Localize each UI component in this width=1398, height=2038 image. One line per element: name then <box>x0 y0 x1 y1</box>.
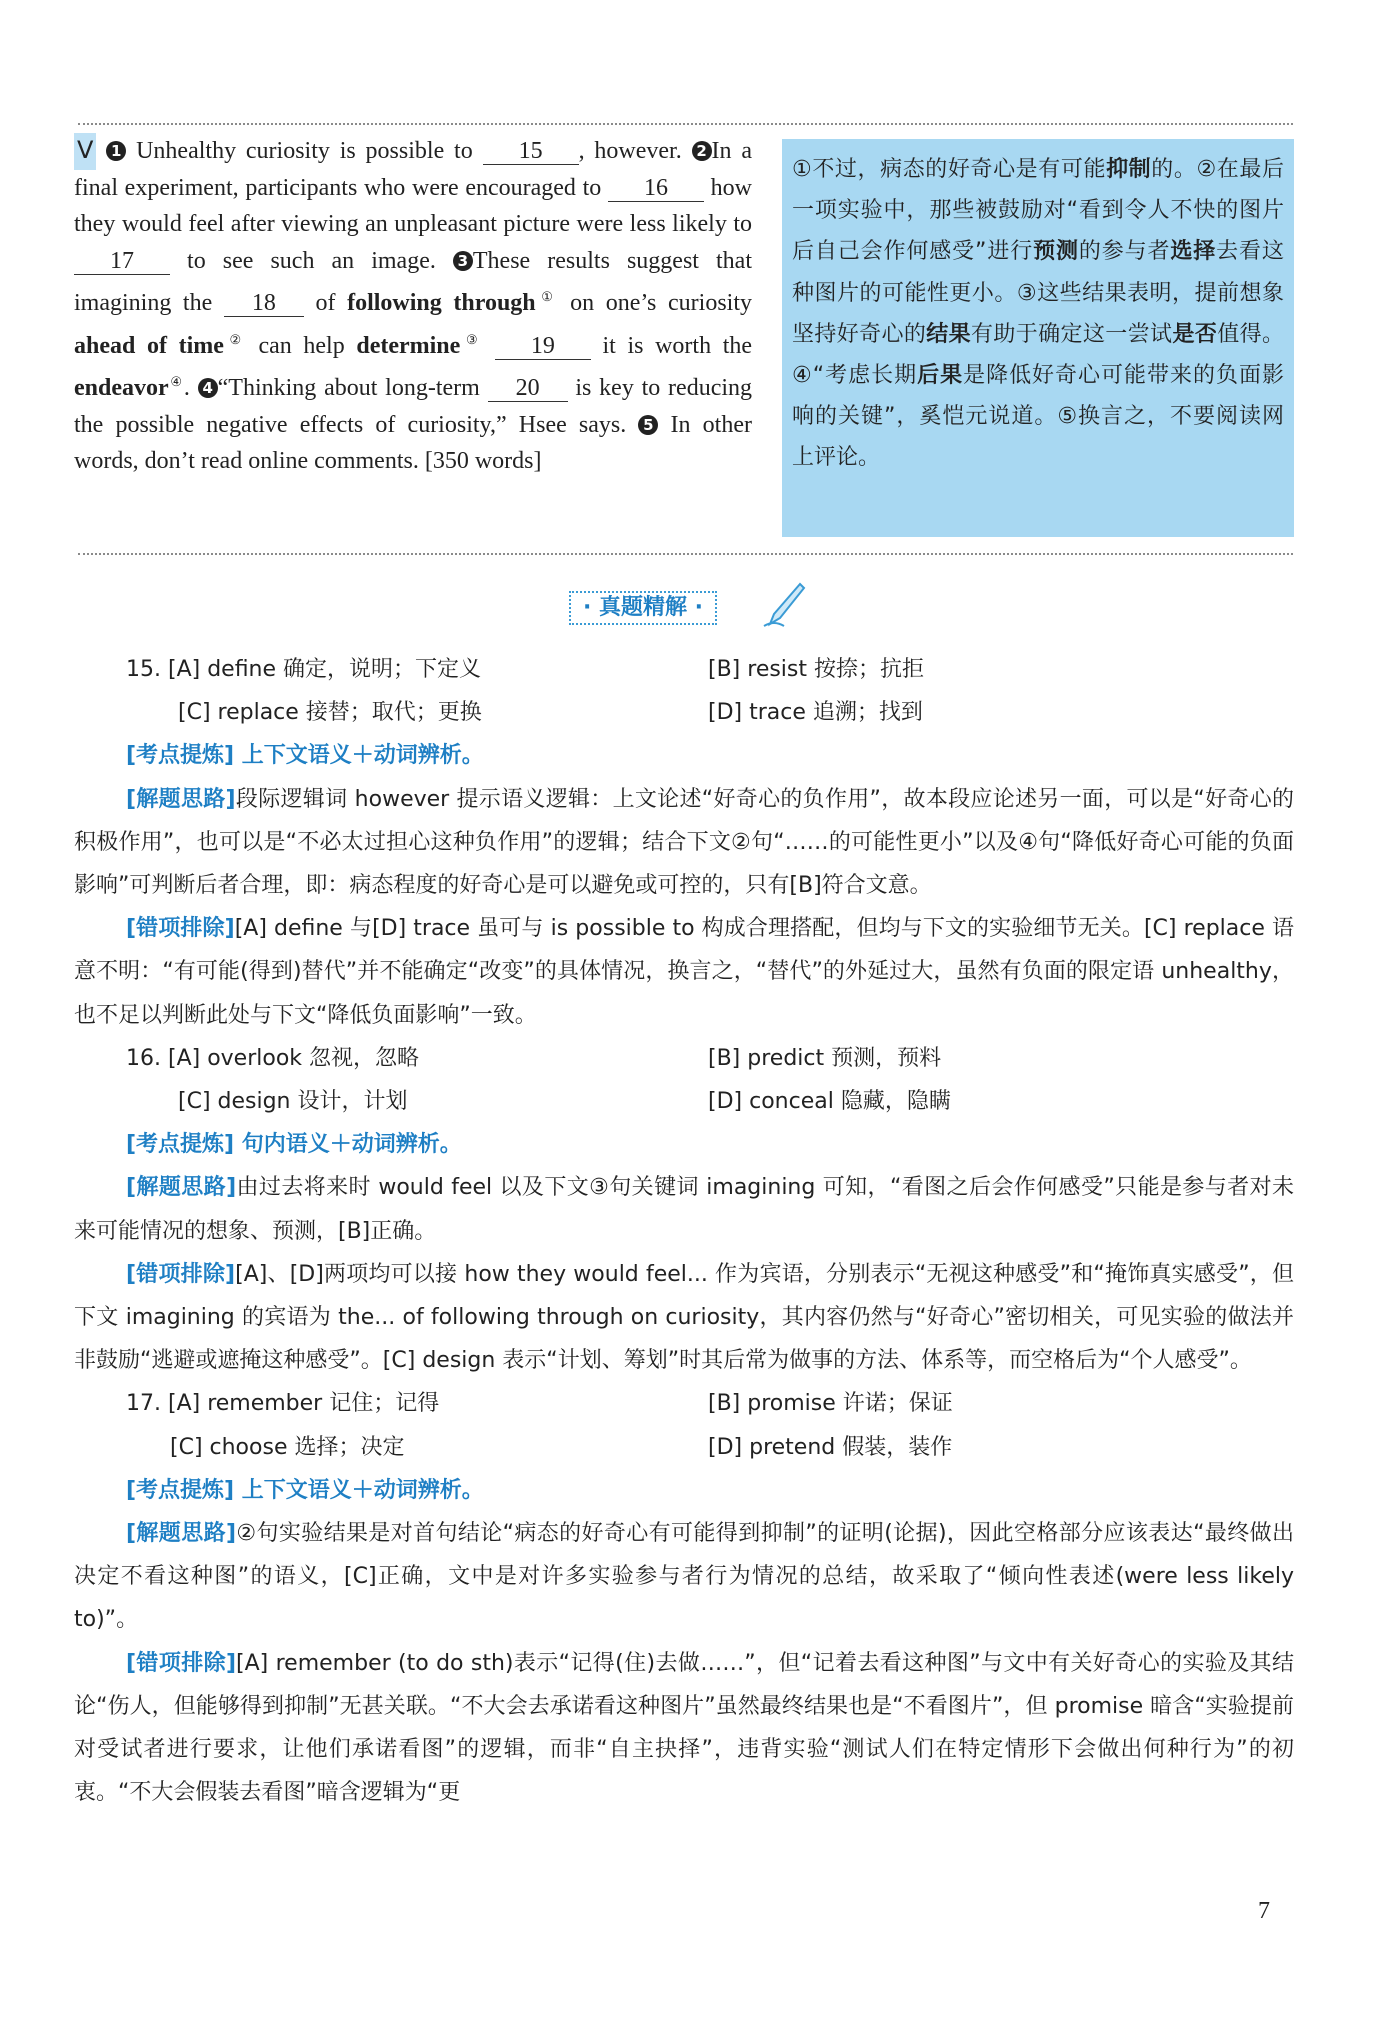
q16-option-d: [D] conceal 隐藏，隐瞒 <box>708 1088 951 1114</box>
section-label: Ⅴ <box>74 133 96 170</box>
note-marker: ① <box>535 289 559 304</box>
solution-label: [解题思路] <box>126 1175 237 1201</box>
explanations <box>74 648 1294 1814</box>
q16-options-row2 <box>74 1080 1294 1123</box>
q15-options-row1 <box>74 648 1294 691</box>
middle-divider <box>78 553 1293 555</box>
q16-key-point <box>74 1123 1294 1166</box>
translation-keyword: 选择 <box>1170 239 1217 265</box>
translation-keyword: 抑制 <box>1106 157 1152 182</box>
passage-text: . <box>183 375 198 401</box>
elimination-label: [错项排除] <box>126 1650 237 1676</box>
blank-17: 17 <box>74 248 170 275</box>
passage-text: it is worth the <box>590 332 753 359</box>
translation-text: 的。②在最后一项实验中，那些被鼓励对“看到令人不快的图片后自己会作何感受”进行 <box>792 157 1284 265</box>
q16-option-b: [B] predict 预测，预料 <box>708 1045 942 1071</box>
translation-keyword: 是否 <box>1172 321 1218 347</box>
translation-keyword: 结果 <box>926 321 972 347</box>
q15-elimination <box>74 907 1294 1037</box>
q17-key-point <box>74 1469 1294 1512</box>
q15-solution <box>74 778 1294 908</box>
q17-option-c: [C] choose 选择；决定 <box>170 1434 405 1460</box>
sentence-number-4: 4 <box>198 378 218 398</box>
q15-option-d: [D] trace 追溯；找到 <box>708 700 923 726</box>
blank-20: 20 <box>488 375 568 402</box>
blank-15: 15 <box>483 138 579 165</box>
sentence-number-3: 3 <box>453 251 473 271</box>
page-number: 7 <box>1258 1898 1270 1924</box>
solution-text: 段际逻辑词 however 提示语义逻辑：上文论述“好奇心的负作用”，故本段应论述另一面，可以是“好奇心的积极作用”，也可以是“不必太过担心这种负作用”的逻辑；结合下文②句“……的可能性更小”以及④句“降低好奇心可能的负面影响”可判断后者合理，即：病态程度的好奇心是可以避免或可控的，只有[B]符合文意。 <box>74 786 1294 898</box>
key-point-label: [考点提炼] <box>126 743 235 769</box>
key-point-text: 上下文语义＋动词辨析。 <box>234 743 484 769</box>
q15-option-a: 15. [A] define 确定，说明；下定义 <box>126 657 482 682</box>
q17-elimination <box>74 1642 1294 1815</box>
translation-keyword: 后果 <box>917 363 964 389</box>
q16-solution <box>74 1166 1294 1252</box>
solution-text: ②句实验结果是对首句结论“病态的好奇心有可能得到抑制”的证明(论据)，因此空格部分应该表达“最终做出决定不看这种图”的语义，[C]正确，文中是对许多实验参与者行为情况的总结，故采取了“倾向性表述(were less likely to)”。 <box>74 1520 1294 1633</box>
q16-option-c: [C] design 设计，计划 <box>178 1088 408 1114</box>
q15-option-c: [C] replace 接替；取代；更换 <box>178 700 482 726</box>
q15-options-row2 <box>74 691 1294 734</box>
top-divider <box>78 123 1293 125</box>
q17-solution <box>74 1512 1294 1642</box>
passage-text: of <box>303 290 348 316</box>
solution-label: [解题思路] <box>126 786 236 812</box>
q17-options-row2 <box>74 1426 1294 1469</box>
keyword-ahead-of-time: ahead of time <box>74 332 224 359</box>
passage-text: how they would feel after viewing an unpleasant picture were less likely to <box>74 174 752 237</box>
passage-text: These results suggest that imagining the <box>74 247 752 316</box>
translation-text: 值得。④“考虑长期 <box>792 321 1284 389</box>
blank-19: 19 <box>495 333 591 360</box>
pen-icon <box>760 580 806 630</box>
passage-text: can help <box>246 332 357 359</box>
elimination-label: [错项排除] <box>126 1261 236 1287</box>
blank-16: 16 <box>608 175 704 202</box>
passage-text: to see such an image. <box>170 247 453 274</box>
passage-text: Unhealthy curiosity is possible to <box>126 138 483 164</box>
passage-text: is key to reducing the possible negative effects of curiosity,” Hsee says. <box>74 375 753 438</box>
q17-option-b: [B] promise 许诺；保证 <box>708 1391 953 1417</box>
translation-text: 去看这种图片的可能性更小。③这些结果表明，提前想象坚持好奇心的 <box>792 239 1284 347</box>
passage-text: In other words, don’t read online comments. [350 words] <box>74 411 752 474</box>
translation-box <box>782 139 1294 537</box>
translation-text: 有助于确定这一尝试 <box>971 321 1173 347</box>
section-header: · 真题精解 · <box>569 591 717 625</box>
elimination-text: [A] remember (to do sth)表示“记得(住)去做……”，但“记着去看这种图”与文中有关好奇心的实验及其结论“伤人，但能够得到抑制”无甚关联。“不大会去承诺看这种图片”虽然最终结果也是“不看图片”，但 promise 暗含“实验提前对受试者进行要求，让他们承诺看图”的逻辑，而非“自主抉择”，违背实验“测试人们在特定情形下会做出何种行为”的初衷。“不大会假装去看图”暗含逻辑为“更 <box>74 1650 1294 1806</box>
note-marker: ③ <box>460 331 484 347</box>
q17-option-a: 17. [A] remember 记住；记得 <box>126 1391 440 1417</box>
q15-key-point <box>74 734 1294 777</box>
passage-text: on one’s curiosity <box>558 290 752 316</box>
passage-text: In a final experiment, participants who were encouraged to <box>74 138 753 201</box>
key-point-label: [考点提炼] <box>126 1477 235 1503</box>
passage-text <box>483 333 495 359</box>
translation-text: 是降低好奇心可能带来的负面影响的关键”，奚恺元说道。⑤换言之，不要阅读网上评论。 <box>792 363 1284 471</box>
solution-text: 由过去将来时 would feel 以及下文③句关键词 imagining 可知，“看图之后会作何感受”只能是参与者对未来可能情况的想象、预测，[B]正确。 <box>74 1175 1294 1244</box>
key-point-label: [考点提炼] <box>126 1132 235 1158</box>
sentence-number-5: 5 <box>638 415 658 435</box>
english-passage <box>74 133 752 480</box>
q16-options-row1 <box>74 1037 1294 1080</box>
key-point-text: 句内语义＋动词辨析。 <box>234 1132 462 1158</box>
q16-elimination <box>74 1253 1294 1383</box>
key-point-text: 上下文语义＋动词辨析。 <box>234 1477 484 1503</box>
sentence-number-2: 2 <box>692 141 712 161</box>
keyword-endeavor: endeavor <box>74 375 169 401</box>
sentence-number-1: 1 <box>106 141 126 161</box>
translation-text: 的参与者 <box>1078 239 1171 265</box>
translation-text: ①不过，病态的好奇心是有可能 <box>792 157 1107 182</box>
blank-18: 18 <box>224 290 304 317</box>
q17-options-row1 <box>74 1382 1294 1425</box>
passage-text: “Thinking about long-term <box>217 375 488 401</box>
note-marker: ④ <box>168 374 184 389</box>
q15-option-b: [B] resist 按捺；抗拒 <box>708 657 925 682</box>
keyword-following-through: following through <box>347 290 536 316</box>
q16-option-a: 16. [A] overlook 忽视，忽略 <box>126 1045 420 1071</box>
elimination-text: [A]、[D]两项均可以接 how they would feel... 作为宾语，分别表示“无视这种感受”和“掩饰真实感受”，但下文 imagining 的宾语为 the... of following through on curiosity，其内容仍然与“好奇心”密切相关，可见实验的做法并非鼓励“逃避或遮掩这种感受”。[C] design 表示“计划、筹划”时其后常为做事的方法、体系等，而空格后为“个人感受”。 <box>74 1261 1294 1374</box>
keyword-determine: determine <box>356 332 461 359</box>
translation-keyword: 预测 <box>1033 239 1079 265</box>
q17-option-d: [D] pretend 假装，装作 <box>708 1434 953 1460</box>
passage-text: , however. <box>578 138 692 164</box>
solution-label: [解题思路] <box>126 1520 236 1546</box>
elimination-text: [A] define 与[D] trace 虽可与 is possible to 构成合理搭配，但均与下文的实验细节无关。[C] replace 语意不明：“有可能(得到)替代”并不能确定“改变”的具体情况，换言之，“替代”的外延过大，虽然有负面的限定语 unhealthy，也不足以判断此处与下文“降低负面影响”一致。 <box>74 916 1294 1028</box>
note-marker: ② <box>223 331 247 347</box>
elimination-label: [错项排除] <box>126 916 235 942</box>
